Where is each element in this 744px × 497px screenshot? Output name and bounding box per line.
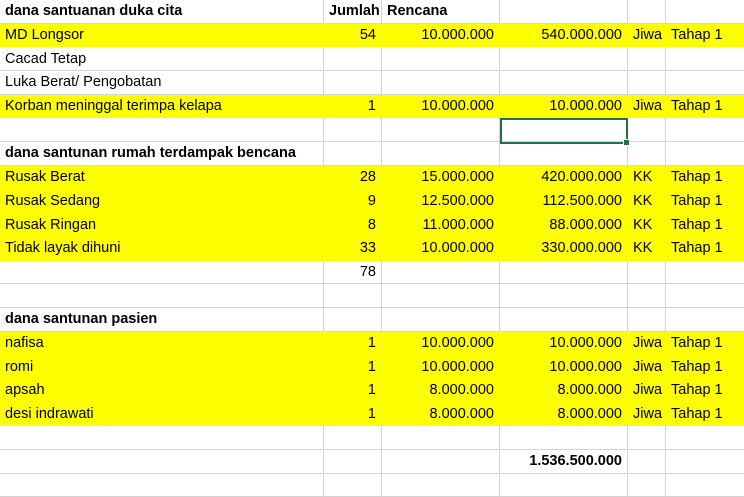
cell-r3-c4[interactable] — [500, 47, 628, 71]
cell-r9-c1[interactable]: Rusak Sedang — [0, 190, 324, 214]
cell-r12-c5[interactable] — [628, 261, 666, 285]
cell-r21-c3[interactable] — [382, 474, 500, 497]
cell-r11-c4[interactable]: 330.000.000 — [500, 237, 628, 261]
cell-r7-c5[interactable] — [628, 142, 666, 166]
cell-r10-c6[interactable]: Tahap 1 — [666, 213, 744, 237]
cell-r13-c4[interactable] — [500, 284, 628, 308]
cell-r9-c4[interactable]: 112.500.000 — [500, 190, 628, 214]
cell-r15-c5[interactable]: Jiwa — [628, 332, 666, 356]
cell-r20-c3[interactable] — [382, 450, 500, 474]
cell-r18-c5[interactable]: Jiwa — [628, 403, 666, 427]
cell-r8-c6[interactable]: Tahap 1 — [666, 166, 744, 190]
cell-r5-c2[interactable]: 1 — [324, 95, 382, 119]
cell-r19-c5[interactable] — [628, 426, 666, 450]
cell-r8-c2[interactable]: 28 — [324, 166, 382, 190]
cell-r2-c1[interactable]: MD Longsor — [0, 24, 324, 48]
cell-r15-c2[interactable]: 1 — [324, 332, 382, 356]
cell-r3-c2[interactable] — [324, 47, 382, 71]
cell-r16-c4[interactable]: 10.000.000 — [500, 355, 628, 379]
cell-r3-c3[interactable] — [382, 47, 500, 71]
cell-r6-c6[interactable] — [666, 118, 744, 142]
cell-r5-c3[interactable]: 10.000.000 — [382, 95, 500, 119]
cell-r13-c6[interactable] — [666, 284, 744, 308]
cell-r13-c3[interactable] — [382, 284, 500, 308]
cell-r21-c1[interactable] — [0, 474, 324, 497]
cell-r2-c2[interactable]: 54 — [324, 24, 382, 48]
cell-r8-c5[interactable]: KK — [628, 166, 666, 190]
cell-r5-c5[interactable]: Jiwa — [628, 95, 666, 119]
cell-r7-c1[interactable]: dana santunan rumah terdampak bencana — [0, 142, 324, 166]
cell-r7-c2[interactable] — [324, 142, 382, 166]
cell-r8-c4[interactable]: 420.000.000 — [500, 166, 628, 190]
cell-r12-c6[interactable] — [666, 261, 744, 285]
cell-r4-c2[interactable] — [324, 71, 382, 95]
cell-r20-c6[interactable] — [666, 450, 744, 474]
cell-r1-c6[interactable] — [666, 0, 744, 24]
cell-r4-c5[interactable] — [628, 71, 666, 95]
cell-r5-c6[interactable]: Tahap 1 — [666, 95, 744, 119]
cell-r12-c1[interactable] — [0, 261, 324, 285]
cell-r15-c6[interactable]: Tahap 1 — [666, 332, 744, 356]
cell-r5-c1[interactable]: Korban meninggal terimpa kelapa — [0, 95, 324, 119]
cell-r1-c2[interactable]: Jumlah — [324, 0, 382, 24]
cell-r14-c2[interactable] — [324, 308, 382, 332]
cell-r4-c6[interactable] — [666, 71, 744, 95]
cell-r19-c1[interactable] — [0, 426, 324, 450]
cell-r16-c5[interactable]: Jiwa — [628, 355, 666, 379]
cell-r4-c1[interactable]: Luka Berat/ Pengobatan — [0, 71, 324, 95]
cell-r17-c2[interactable]: 1 — [324, 379, 382, 403]
cell-r1-c1[interactable]: dana santuanan duka cita — [0, 0, 324, 24]
cell-r15-c1[interactable]: nafisa — [0, 332, 324, 356]
cell-r15-c3[interactable]: 10.000.000 — [382, 332, 500, 356]
cell-r6-c4[interactable] — [500, 118, 628, 142]
cell-r21-c2[interactable] — [324, 474, 382, 497]
cell-r10-c2[interactable]: 8 — [324, 213, 382, 237]
cell-r13-c1[interactable] — [0, 284, 324, 308]
cell-r11-c2[interactable]: 33 — [324, 237, 382, 261]
cell-r11-c5[interactable]: KK — [628, 237, 666, 261]
cell-r7-c6[interactable] — [666, 142, 744, 166]
cell-r16-c2[interactable]: 1 — [324, 355, 382, 379]
cell-r21-c4[interactable] — [500, 474, 628, 497]
cell-r10-c4[interactable]: 88.000.000 — [500, 213, 628, 237]
cell-r3-c5[interactable] — [628, 47, 666, 71]
cell-r14-c4[interactable] — [500, 308, 628, 332]
cell-r10-c3[interactable]: 11.000.000 — [382, 213, 500, 237]
cell-r3-c1[interactable]: Cacad Tetap — [0, 47, 324, 71]
cell-r10-c1[interactable]: Rusak Ringan — [0, 213, 324, 237]
cell-r18-c3[interactable]: 8.000.000 — [382, 403, 500, 427]
cell-r13-c5[interactable] — [628, 284, 666, 308]
cell-r9-c5[interactable]: KK — [628, 190, 666, 214]
cell-r9-c2[interactable]: 9 — [324, 190, 382, 214]
cell-r7-c3[interactable] — [382, 142, 500, 166]
cell-r18-c1[interactable]: desi indrawati — [0, 403, 324, 427]
cell-r9-c3[interactable]: 12.500.000 — [382, 190, 500, 214]
cell-r14-c5[interactable] — [628, 308, 666, 332]
cell-r11-c1[interactable]: Tidak layak dihuni — [0, 237, 324, 261]
cell-r19-c2[interactable] — [324, 426, 382, 450]
cell-r17-c5[interactable]: Jiwa — [628, 379, 666, 403]
cell-r17-c6[interactable]: Tahap 1 — [666, 379, 744, 403]
cell-r16-c6[interactable]: Tahap 1 — [666, 355, 744, 379]
cell-r18-c6[interactable]: Tahap 1 — [666, 403, 744, 427]
cell-r14-c3[interactable] — [382, 308, 500, 332]
cell-r12-c2[interactable]: 78 — [324, 261, 382, 285]
cell-r14-c1[interactable]: dana santunan pasien — [0, 308, 324, 332]
cell-r17-c1[interactable]: apsah — [0, 379, 324, 403]
cell-r11-c6[interactable]: Tahap 1 — [666, 237, 744, 261]
cell-r5-c4[interactable]: 10.000.000 — [500, 95, 628, 119]
cell-r18-c2[interactable]: 1 — [324, 403, 382, 427]
cell-r8-c3[interactable]: 15.000.000 — [382, 166, 500, 190]
cell-r21-c6[interactable] — [666, 474, 744, 497]
cell-r17-c3[interactable]: 8.000.000 — [382, 379, 500, 403]
cell-r20-c5[interactable] — [628, 450, 666, 474]
cell-r12-c4[interactable] — [500, 261, 628, 285]
cell-r6-c3[interactable] — [382, 118, 500, 142]
cell-r9-c6[interactable]: Tahap 1 — [666, 190, 744, 214]
cell-r2-c6[interactable]: Tahap 1 — [666, 24, 744, 48]
cell-r16-c3[interactable]: 10.000.000 — [382, 355, 500, 379]
cell-r20-c4[interactable]: 1.536.500.000 — [500, 450, 628, 474]
cell-r1-c5[interactable] — [628, 0, 666, 24]
cell-r2-c4[interactable]: 540.000.000 — [500, 24, 628, 48]
cell-r13-c2[interactable] — [324, 284, 382, 308]
cell-r6-c2[interactable] — [324, 118, 382, 142]
cell-r16-c1[interactable]: romi — [0, 355, 324, 379]
cell-r1-c4[interactable] — [500, 0, 628, 24]
cell-r6-c1[interactable] — [0, 118, 324, 142]
cell-r18-c4[interactable]: 8.000.000 — [500, 403, 628, 427]
cell-r19-c3[interactable] — [382, 426, 500, 450]
cell-r3-c6[interactable] — [666, 47, 744, 71]
cell-r15-c4[interactable]: 10.000.000 — [500, 332, 628, 356]
cell-r4-c4[interactable] — [500, 71, 628, 95]
cell-r11-c3[interactable]: 10.000.000 — [382, 237, 500, 261]
cell-r17-c4[interactable]: 8.000.000 — [500, 379, 628, 403]
cell-r10-c5[interactable]: KK — [628, 213, 666, 237]
cell-r20-c1[interactable] — [0, 450, 324, 474]
cell-r2-c5[interactable]: Jiwa — [628, 24, 666, 48]
cell-r20-c2[interactable] — [324, 450, 382, 474]
cell-r8-c1[interactable]: Rusak Berat — [0, 166, 324, 190]
cell-r4-c3[interactable] — [382, 71, 500, 95]
cell-r6-c5[interactable] — [628, 118, 666, 142]
cell-r12-c3[interactable] — [382, 261, 500, 285]
cell-r14-c6[interactable] — [666, 308, 744, 332]
cell-r2-c3[interactable]: 10.000.000 — [382, 24, 500, 48]
cell-r19-c6[interactable] — [666, 426, 744, 450]
cell-r19-c4[interactable] — [500, 426, 628, 450]
cell-r7-c4[interactable] — [500, 142, 628, 166]
cell-r21-c5[interactable] — [628, 474, 666, 497]
cell-r1-c3[interactable]: Rencana — [382, 0, 500, 24]
